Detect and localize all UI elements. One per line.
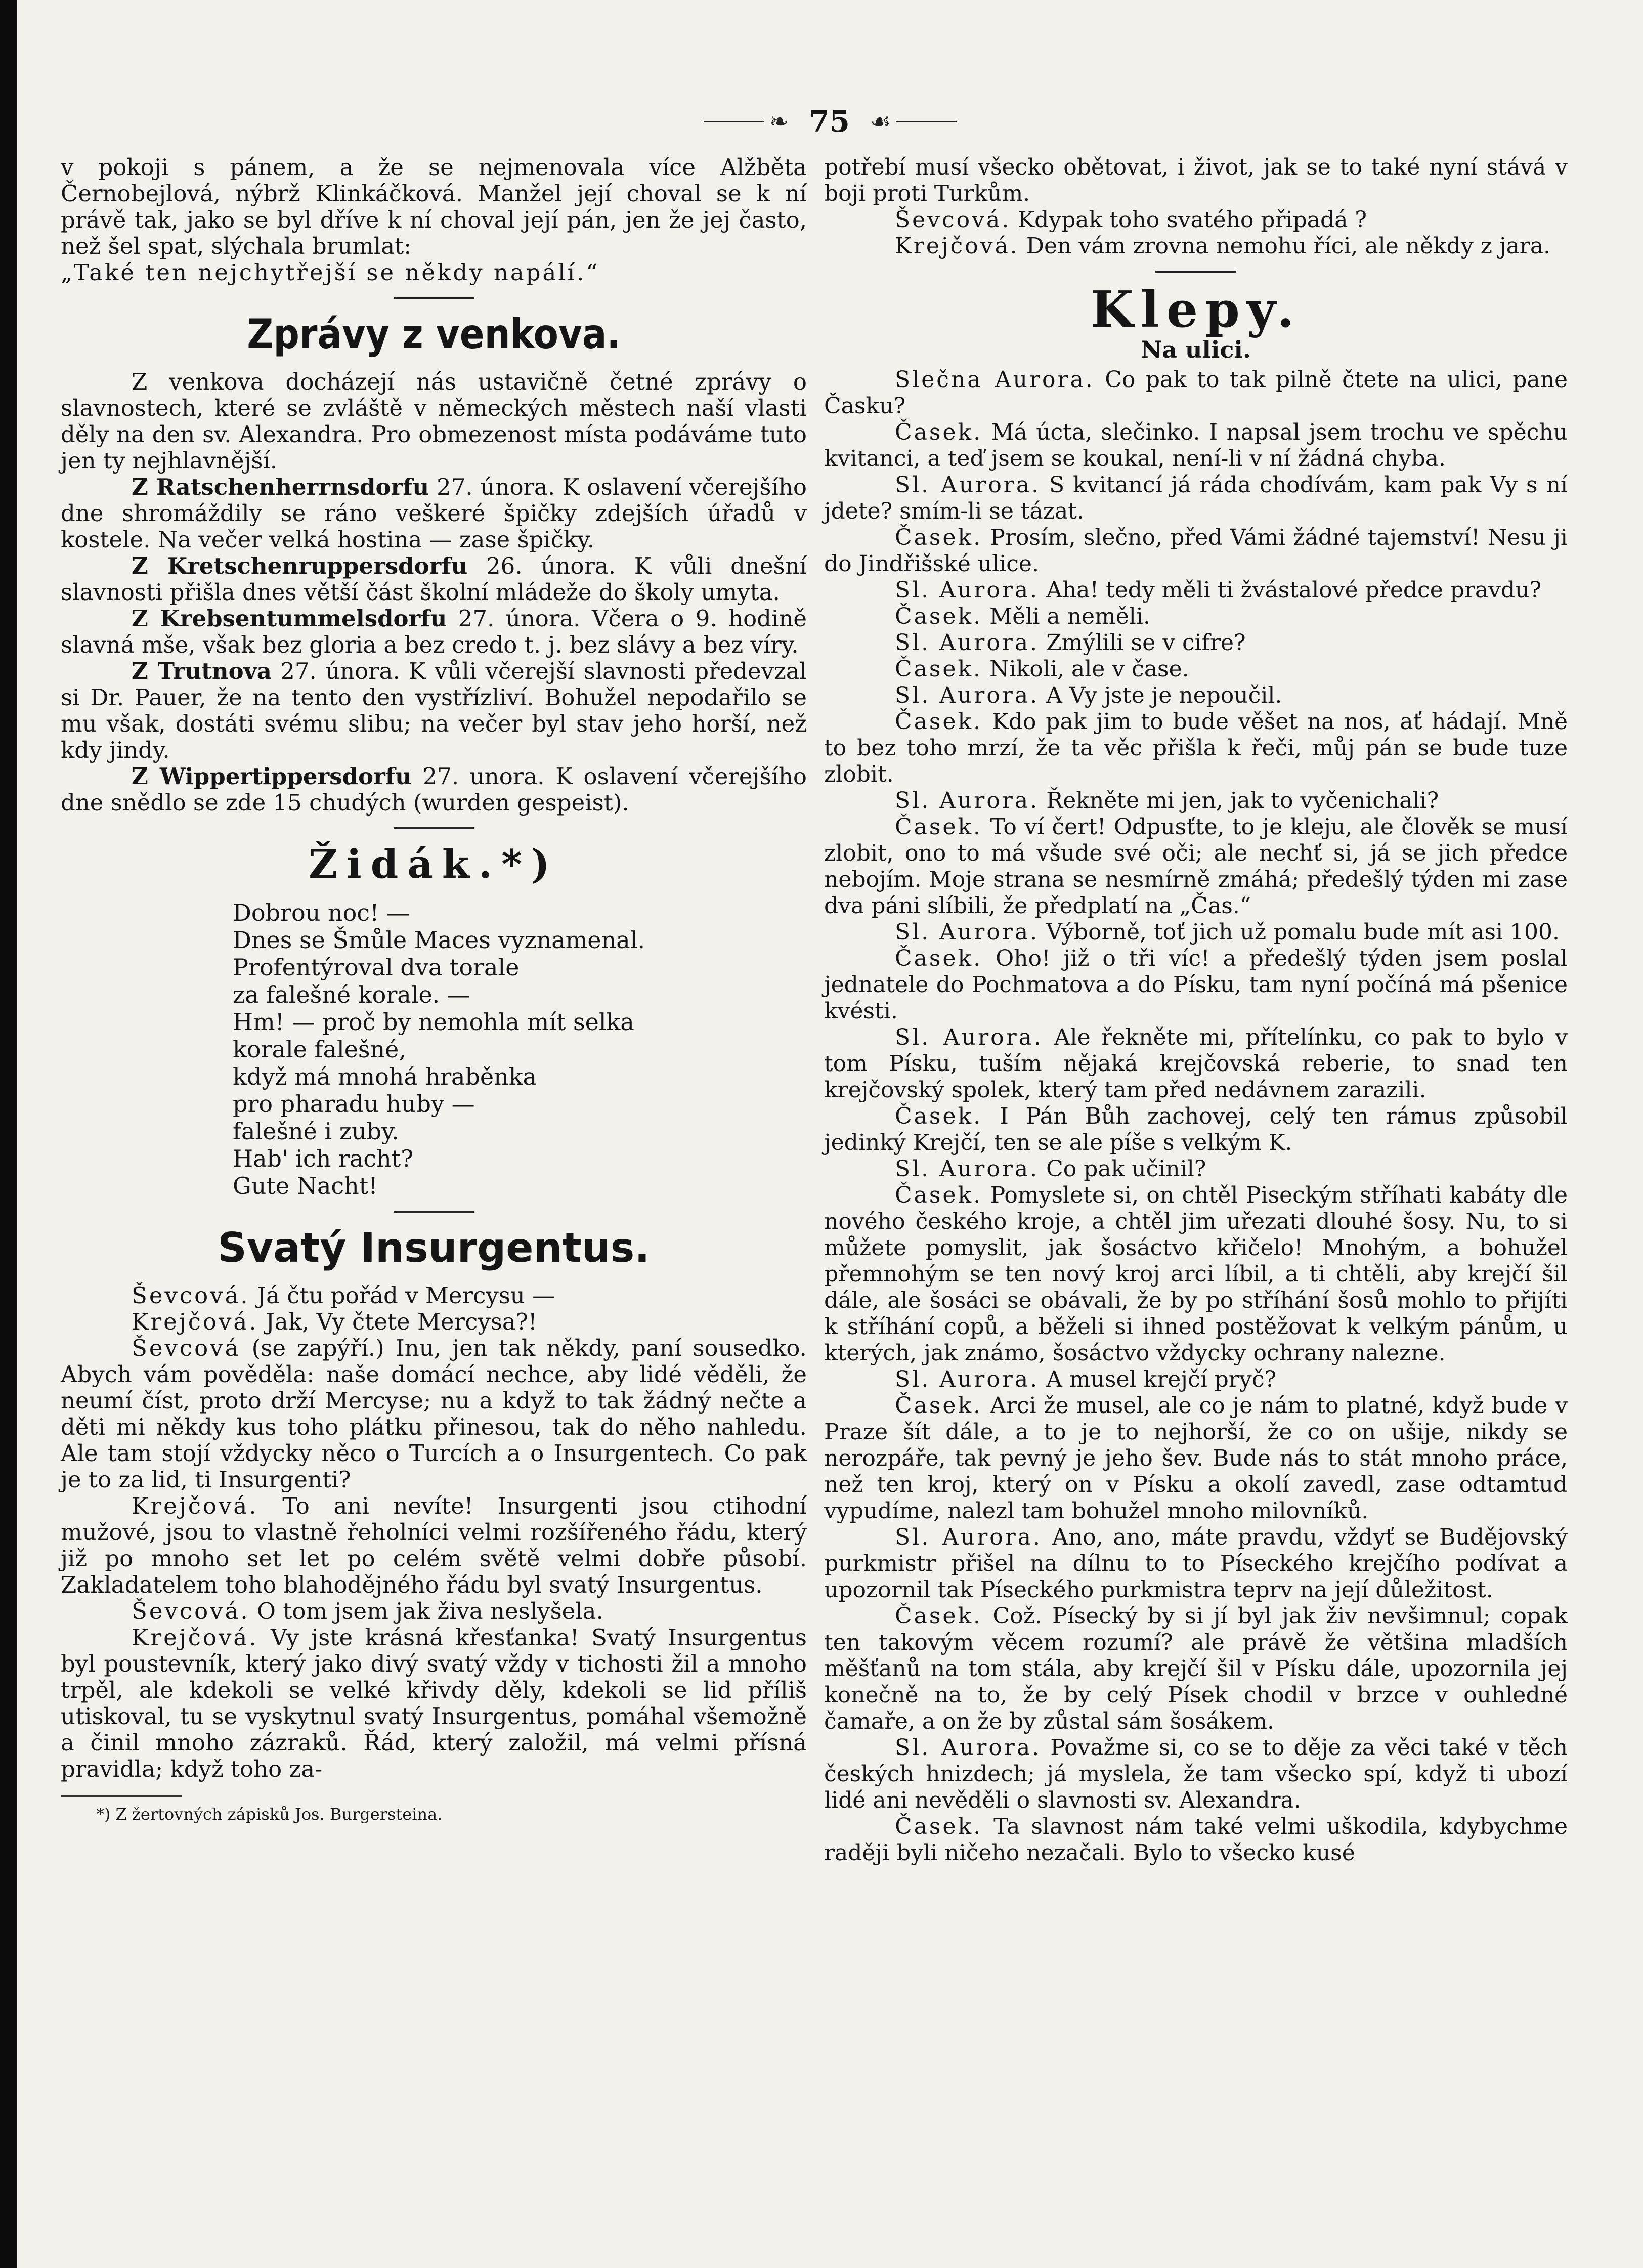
dialogue-line: Sl. Aurora. Výborně, toť jich už pomalu bude mít asi 100. xyxy=(895,919,1560,945)
dialogue-line: Časek. Oho! již o tři víc! a předešlý týden jsem poslal jednatele do Pochmatova a do Písku, tam nyní počíná má pšenice kvésti. xyxy=(824,946,1568,1024)
zpravy-heading: Zprávy z venkova. xyxy=(247,311,621,358)
footnote: *) Z žertovných zápisků Jos. Burgersteina. xyxy=(96,1805,443,1824)
news-item: Z Wippertippersdorfu 27. unora. K oslavení včerejšího dne snědlo se zde 15 chudých (wurden gespeist). xyxy=(61,763,807,816)
dialogue-line: Časek. Měli a neměli. xyxy=(895,604,1150,629)
poem-line: Hm! — proč by nemohla mít selka xyxy=(233,1008,634,1036)
poem-line: Dobrou noc! — xyxy=(233,899,410,926)
dialogue-line: Sl. Aurora. Řekněte mi jen, jak to vyčenichali? xyxy=(895,788,1439,814)
news-item: Z Trutnova 27. února. K vůli včerejší slavnosti předevzal si Dr. Pauer, že na tento den vystřízliví. Bohužel nepodařilo se mu však, dostáti svému slibu; na večer byl stav jeho horší, než kdy jindy. xyxy=(61,658,807,763)
dialogue-line: Slečna Aurora. Co pak to tak pilně čtete na ulici, pane Časku? xyxy=(824,367,1568,419)
intro-text: v pokoji s pánem, a že se nejmenovala více Alžběta Černobejlová, nýbrž Klinkáčková. Manžel její choval se k ní právě tak, jako se byl dříve k ní choval její pán, jen že jej často, než šel spat, slýchala brumlat: xyxy=(61,154,807,260)
dialogue-line: Časek. Arci že musel, ale co je nám to platné, když bude v Praze šít dále, a to je to nejhorší, že co on ušije, nikdy se nerozpáře, tak pevný je jeho šev. Bude nás to stát mnoho práce, než ten kroj, který on v Písku a okolí zavedl, zase odtamtud vypudíme, nalezl tam bohužel mnoho milovníků. xyxy=(824,1393,1568,1524)
dialogue-line: Sl. Aurora. Ale řekněte mi, přítelínku, co pak to bylo v tom Písku, tuším nějaká krejčovská reberie, to snad ten krejčovský spolek, který tam před nedávnem zarazili. xyxy=(824,1024,1568,1103)
dialogue-line: Sl. Aurora. Zmýlili se v cifre? xyxy=(895,630,1246,656)
dialogue-line: Časek. Pomyslete si, on chtěl Piseckým stříhati kabáty dle nového českého kroje, a chtěl jim uřezati dlouhé šosy. Nu, to si můžete pomyslit, jak šosáctvo křičelo! Mnohým, a bohužel přemnohým se ten nový kroj arci líbil, a ti chtěli, aby krejčí šil dále, ale šosáci se obávali, že by po stříhání šosů mohlo to přijíti k stříhání copů, a běželi si ihned postěžovat k velkým pánům, u kterých, jak známo, šosáctvo vždycky ochrany nalezne. xyxy=(824,1182,1568,1366)
dialogue-line: Časek. Ta slavnost nám také velmi uškodila, kdybychme raději byli ničeho nezačali. Bylo to všecko kusé xyxy=(824,1814,1568,1866)
news-item: Z Kretschenruppersdorfu 26. února. K vůli dnešní slavnosti přišla dnes větší část školní mládeže do školy umyta. xyxy=(61,552,807,606)
dialogue-line: Sl. Aurora. Ano, ano, máte pravdu, vždyť se Budějovský purkmistr přišel na dílnu to to Píseckého krejčího podívat a upozornil tak Píseckého purkmistra teprv na její důležitost. xyxy=(824,1524,1568,1603)
dialogue-line: Sl. Aurora. Aha! tedy měli ti žvástalové předce pravdu? xyxy=(895,577,1542,603)
dialogue-line: Sl. Aurora. A Vy jste je nepoučil. xyxy=(895,682,1282,708)
right-ornament-icon: ☙ xyxy=(870,108,957,135)
divider xyxy=(394,827,474,829)
poem-line: Gute Nacht! xyxy=(233,1172,378,1200)
dialogue-line: Ševcová. Já čtu pořád v Mercysu — xyxy=(132,1282,555,1309)
zidak-heading: Židák.*) xyxy=(309,841,559,887)
dialogue-line: Sl. Aurora. S kvitancí já ráda chodívám, kam pak Vy s ní jdete? smím-li se tázat. xyxy=(824,472,1568,524)
klepy-subheading: Na ulici. xyxy=(1141,336,1251,363)
dialogue-line: Časek. Což. Písecký by si jí byl jak živ nevšimnul; copak ten takovým věcem rozumí? ale právě že většina mladších měšťanů na tom stála, aby krejčí šil v Písku dále, upozornila jej konečně na to, že by celý Písek chodil v brzce v ouhledné čamaře, a on že by zůstal sám šosákem. xyxy=(824,1603,1568,1734)
left-ornament-icon: ❧ xyxy=(704,108,789,135)
dialogue-line: Časek. Prosím, slečno, před Vámi žádné tajemství! Nesu ji do Jindřišské ulice. xyxy=(824,525,1568,577)
dialogue-line: Časek. I Pán Bůh zachovej, celý ten rámus způsobil jedinký Krejčí, ten se ale píše s velkým K. xyxy=(824,1103,1568,1156)
dialogue-line: Ševcová. O tom jsem jak živa neslyšela. xyxy=(132,1598,603,1624)
divider xyxy=(394,1211,474,1213)
continued-text: potřebí musí všecko obětovat, i život, jak se to také nyní stává v boji proti Turkům. xyxy=(824,154,1568,206)
dialogue-line: Ševcová (se zapýří.) Inu, jen tak někdy, paní sousedko. Abych vám pověděla: naše domácí nechce, aby lidé věděli, že neumí číst, proto drží Mercyse; nu a když to tak žádný nečte a děti mi někdy kus toho plátku přinesou, tak do něho nahledu. Ale tam stojí vždycky něco o Turcích a o Insurgentech. Co pak je to za lid, ti Insurgenti? xyxy=(61,1335,807,1493)
dialogue-line: Časek. To ví čert! Odpusťte, to je kleju, ale člověk se musí zlobit, ono to má všude své oči; ale nechť si, já se jich předce nebojím. Moje strana se nesmírně zmáhá; předešlý týden mi zase dva páni slíbili, že předplatí na „Čas.“ xyxy=(824,814,1568,919)
dialogue-line: Sl. Aurora. A musel krejčí pryč? xyxy=(895,1366,1276,1392)
dialogue-line: Krejčová. Vy jste krásná křesťanka! Svatý Insurgentus byl poustevník, který jako divý svatý vždy v tichosti žil a mnoho trpěl, ale kdekoli se velké křivdy děly, kdekoli se lid příliš utiskoval, tu se vyskytnul svatý Insurgentus, pomáhal všemožně a činil mnoho zázraků. Řád, který založil, má velmi přísná pravidla; když toho za- xyxy=(61,1624,807,1782)
dialogue-line: Krejčová. Jak, Vy čtete Mercysa?! xyxy=(132,1308,537,1335)
dialogue-line: Časek. Má úcta, slečinko. I napsal jsem trochu ve spěchu kvitanci, a teď jsem se koukal, není-li v ní žádná chyba. xyxy=(824,419,1568,472)
dialogue-line: Ševcová. Kdypak toho svatého připadá ? xyxy=(895,207,1367,233)
right-column xyxy=(824,154,1568,1866)
dialogue-line: Sl. Aurora. Co pak učinil? xyxy=(895,1156,1206,1182)
page-number: 75 xyxy=(809,104,850,139)
divider xyxy=(1155,271,1236,273)
poem-line: když má mnohá hraběnka xyxy=(233,1063,537,1090)
dialogue-line: Časek. Kdo pak jim to bude věšet na nos, ať hádají. Mně to bez toho mrzí, že ta věc přišla k řeči, můj pán se bude tuze zlobit. xyxy=(824,709,1568,787)
dialogue-line: Sl. Aurora. Považme si, co se to děje za věci také v těch českých hnizdech; já myslela, že tam všecko spí, když ti ubozí lidé ani nevěděli o slavnosti sv. Alexandra. xyxy=(824,1735,1568,1813)
news-item: Z Ratschenherrnsdorfu 27. února. K oslavení včerejšího dne shromáždily se ráno veškeré špičky zdejších úřadů v kostele. Na večer velká hostina — zase špičky. xyxy=(61,474,807,553)
dialogue-line: Časek. Nikoli, ale v čase. xyxy=(895,656,1189,682)
page-header xyxy=(17,99,1643,144)
poem-line: Dnes se Šmůle Maces vyznamenal. xyxy=(233,926,645,954)
poem-line: korale falešné, xyxy=(233,1036,407,1063)
poem-line: pro pharadu huby — xyxy=(233,1090,475,1118)
news-item: Z Krebsentummelsdorfu 27. února. Včera o 9. hodině slavná mše, však bez gloria a bez credo t. j. bez slávy a bez víry. xyxy=(61,605,807,658)
dialogue-line: Krejčová. To ani nevíte! Insurgenti jsou ctihodní mužové, jsou to vlastně řeholníci velmi rozšířeného řádu, který již po mnoho set let po celém světě velmi dobře působí. Zakladatelem toho blahodějného řádu byl svatý Insurgentus. xyxy=(61,1492,807,1598)
binding-edge xyxy=(0,0,17,2268)
poem-line: Profentýroval dva torale xyxy=(233,954,520,981)
divider xyxy=(394,297,474,299)
intro-quote: „Také ten nejchytřejší se někdy napálí.“ xyxy=(61,259,600,286)
poem-line: Hab' ich racht? xyxy=(233,1145,413,1172)
poem-line: za falešné korale. — xyxy=(233,981,470,1008)
svaty-heading: Svatý Insurgentus. xyxy=(218,1224,650,1271)
klepy-heading: Klepy. xyxy=(1090,281,1302,339)
poem-line: falešné i zuby. xyxy=(233,1118,399,1145)
dialogue-line: Krejčová. Den vám zrovna nemohu říci, ale někdy z jara. xyxy=(895,233,1551,259)
left-column xyxy=(61,154,807,1824)
poem xyxy=(233,899,807,1200)
newspaper-page xyxy=(17,0,1643,2268)
footnote-divider xyxy=(61,1795,182,1797)
zpravy-intro: Z venkova docházejí nás ustavičně četné zprávy o slavnostech, které se zvláště v německých městech naší vlasti děly na den sv. Alexandra. Pro obmezenost místa podáváme tuto jen ty nejhlavnější. xyxy=(61,368,807,474)
